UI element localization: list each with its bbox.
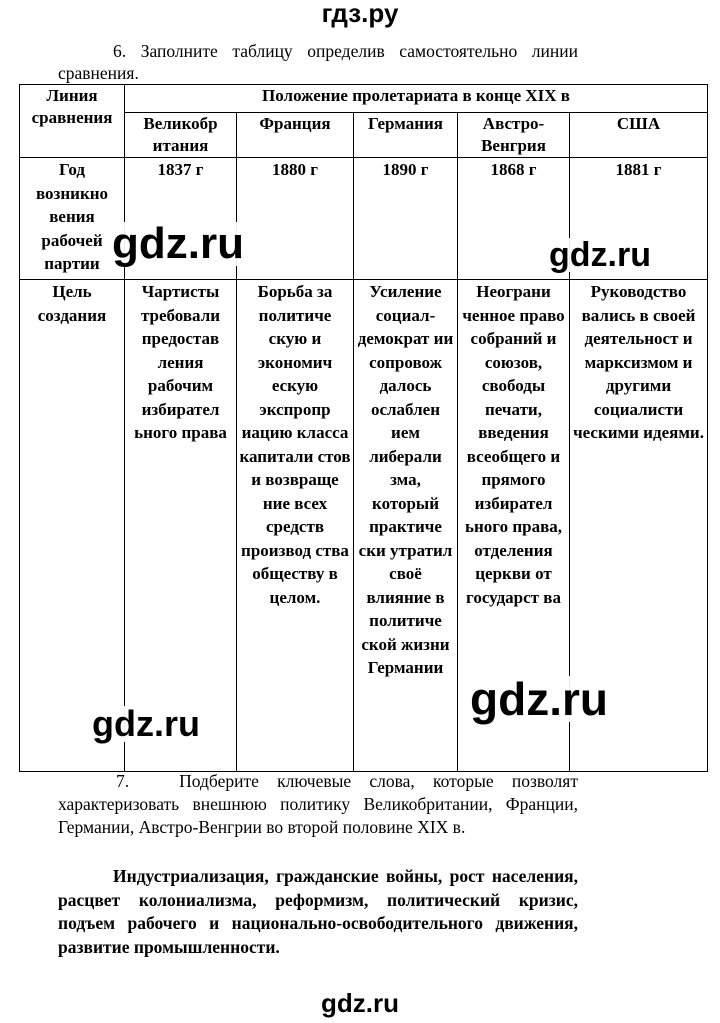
header-country: Франция bbox=[237, 113, 354, 158]
header-country: Германия bbox=[354, 113, 458, 158]
table-cell: 1880 г bbox=[237, 158, 354, 280]
row-label-purpose: Цель создания bbox=[20, 280, 125, 772]
table-cell: Борьба за политиче скую и экономич ескую экспропр иацию класса капитали стов и возвраще ние всех средств производ ства обществу в целом. bbox=[237, 280, 354, 772]
footer-watermark: gdz.ru bbox=[321, 988, 399, 1018]
header-country: Великобр итания bbox=[125, 113, 237, 158]
task-7-answer: Индустриализация, гражданские войны, рост населения, расцвет колониализма, реформизм, политический кризис, подъем рабочего и национально-освободительного движения, развитие промышленности. bbox=[58, 866, 578, 957]
watermark: gdz.ru bbox=[88, 706, 204, 742]
header-proletariat-position: Положение пролетариата в конце XIX в bbox=[125, 85, 708, 113]
table-cell: Усиление социал-демократ ии сопровож далось ослаблен ием либерали зма, который практиче ски утратил своё влияние в политиче ской жизни Германии bbox=[354, 280, 458, 772]
row-label-party-year: Год возникно вения рабочей партии bbox=[20, 158, 125, 280]
header-comparison-line: Линия сравнения bbox=[20, 85, 125, 158]
watermark: gdz.ru bbox=[466, 676, 612, 722]
header-country: США bbox=[570, 113, 708, 158]
table-cell: 1868 г bbox=[458, 158, 570, 280]
site-header: гдз.ру bbox=[321, 0, 399, 28]
table-cell: 1890 г bbox=[354, 158, 458, 280]
task-7-text: Подберите ключевые слова, которые позволят характеризовать внешнюю политику Великобритании, Франции, Германии, Австро-Венгрии во второй половине XIX в. bbox=[58, 771, 578, 837]
table-cell: 1837 г bbox=[125, 158, 237, 280]
task-6-text: Заполните таблицу определив самостоятельно линии сравнения. bbox=[58, 41, 578, 83]
table-cell: Неограни ченное право собраний и союзов, свободы печати, введения всеобщего и прямого избирател ьного права, отделения церкви от государст ва bbox=[458, 280, 570, 772]
table-cell: Чартисты требовали предостав ления рабочим избирател ьного права bbox=[125, 280, 237, 772]
table-cell: 1881 г bbox=[570, 158, 708, 280]
watermark: gdz.ru bbox=[108, 222, 248, 266]
task-6 bbox=[58, 40, 578, 84]
comparison-table bbox=[19, 84, 708, 772]
task-7 bbox=[58, 770, 578, 839]
table-cell: Руководство вались в своей деятельност и марксизмом и другими социалисти ческими идеями. bbox=[570, 280, 708, 772]
header-country: Австро-Венгрия bbox=[458, 113, 570, 158]
task-6-number: 6. bbox=[113, 41, 127, 61]
watermark: gdz.ru bbox=[545, 238, 655, 272]
task-7-number: 7. bbox=[116, 771, 130, 791]
